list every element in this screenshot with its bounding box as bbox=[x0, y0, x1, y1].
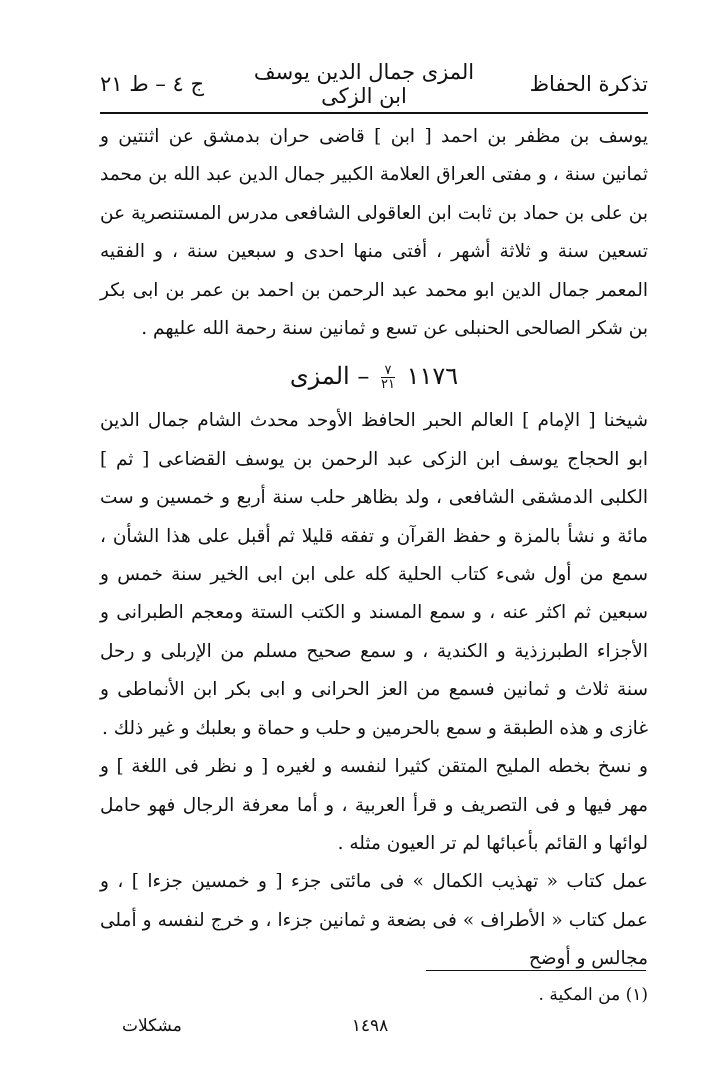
main-text bbox=[100, 118, 648, 979]
running-header bbox=[100, 62, 648, 106]
page-number: ١٤٩٨ bbox=[351, 1016, 389, 1036]
entry-dash: – bbox=[357, 362, 370, 391]
header-rule bbox=[100, 112, 648, 114]
paragraph: عمل كتاب « تهذيب الكمال » فى مائتى جزء [ و خمسين جزءا ] ، و عمل كتاب « الأطراف » فى بضعة و ثمانين جزءا ، و خرج لنفسه و أملى مجالس و أوضح bbox=[100, 871, 648, 970]
signature-mark: مشكلات bbox=[122, 1016, 182, 1036]
entry-fraction bbox=[381, 364, 395, 391]
entry-name: المزى bbox=[289, 362, 350, 391]
footnote-rule bbox=[426, 970, 646, 971]
footnote: (١) من المكية . bbox=[538, 985, 648, 1005]
paragraph: و نسخ بخطه المليح المتقن كثيرا لنفسه و لغيره [ و نظر فى اللغة ] و مهر فيها و فى التصريف و قرأ العربية ، و أما معرفة الرجال فهو حامل لوائها و القائم بأعبائها لم تر العيون مثله . bbox=[100, 756, 648, 854]
page-footer bbox=[100, 1010, 648, 1046]
volume-page-ref: ج ٤ – ط ٢١ bbox=[100, 72, 205, 96]
entry-number: ١١٧٦ bbox=[406, 362, 459, 391]
entry-heading bbox=[100, 350, 648, 402]
book-title: تذكرة الحفاظ bbox=[529, 72, 648, 96]
fraction-denominator: ٢١ bbox=[381, 377, 395, 393]
fraction-numerator: ٧ bbox=[381, 364, 395, 378]
paragraph: يوسف بن مظفر بن احمد [ ابن ] قاضى حران بدمشق عن اثنتين و ثمانين سنة ، و مفتى العراق العلامة الكبير جمال الدين عبد الله بن محمد بن على بن حماد بن ثابت ابن العاقولى الشافعى مدرس المستنصرية عن تسعين سنة و ثلاثة أشهر ، أفتى منها احدى و سبعين سنة ، و الفقيه المعمر جمال الدين ابو محمد عبد الرحمن بن احمد بن عمر بن ابى بكر بن شكر الصالحى الحنبلى عن تسع و ثمانين سنة رحمة الله عليهم . bbox=[100, 126, 648, 340]
paragraph: شيخنا [ الإمام ] العالم الحبر الحافظ الأوحد محدث الشام جمال الدين ابو الحجاج يوسف ابن الزكى عبد الرحمن بن يوسف القضاعى [ ثم ] الكلبى الدمشقى الشافعى ، ولد بظاهر حلب سنة أربع و خمسين و ست مائة و نشأ بالمزة و حفظ القرآن و تفقه قليلا ثم أقبل على هذا الشأن ، سمع من أول شىء كتاب الحلية كله على ابن ابى الخير سنة خمس و سبعين ثم اكثر عنه ، و سمع المسند و الكتب الستة ومعجم الطبرانى و الأجزاء الطبرزذية و الكندية ، و سمع صحيح مسلم من الإربلى و رحل سنة ثلاث و ثمانين فسمع من العز الحرانى و ابى بكر ابن الأنماطى و غازى و هذه الطبقة و سمع بالحرمين و حلب و حماة و بعلبك و غير ذلك . bbox=[100, 410, 648, 739]
entry-name-header: المزى جمال الدين يوسف ابن الزكى bbox=[253, 60, 475, 108]
